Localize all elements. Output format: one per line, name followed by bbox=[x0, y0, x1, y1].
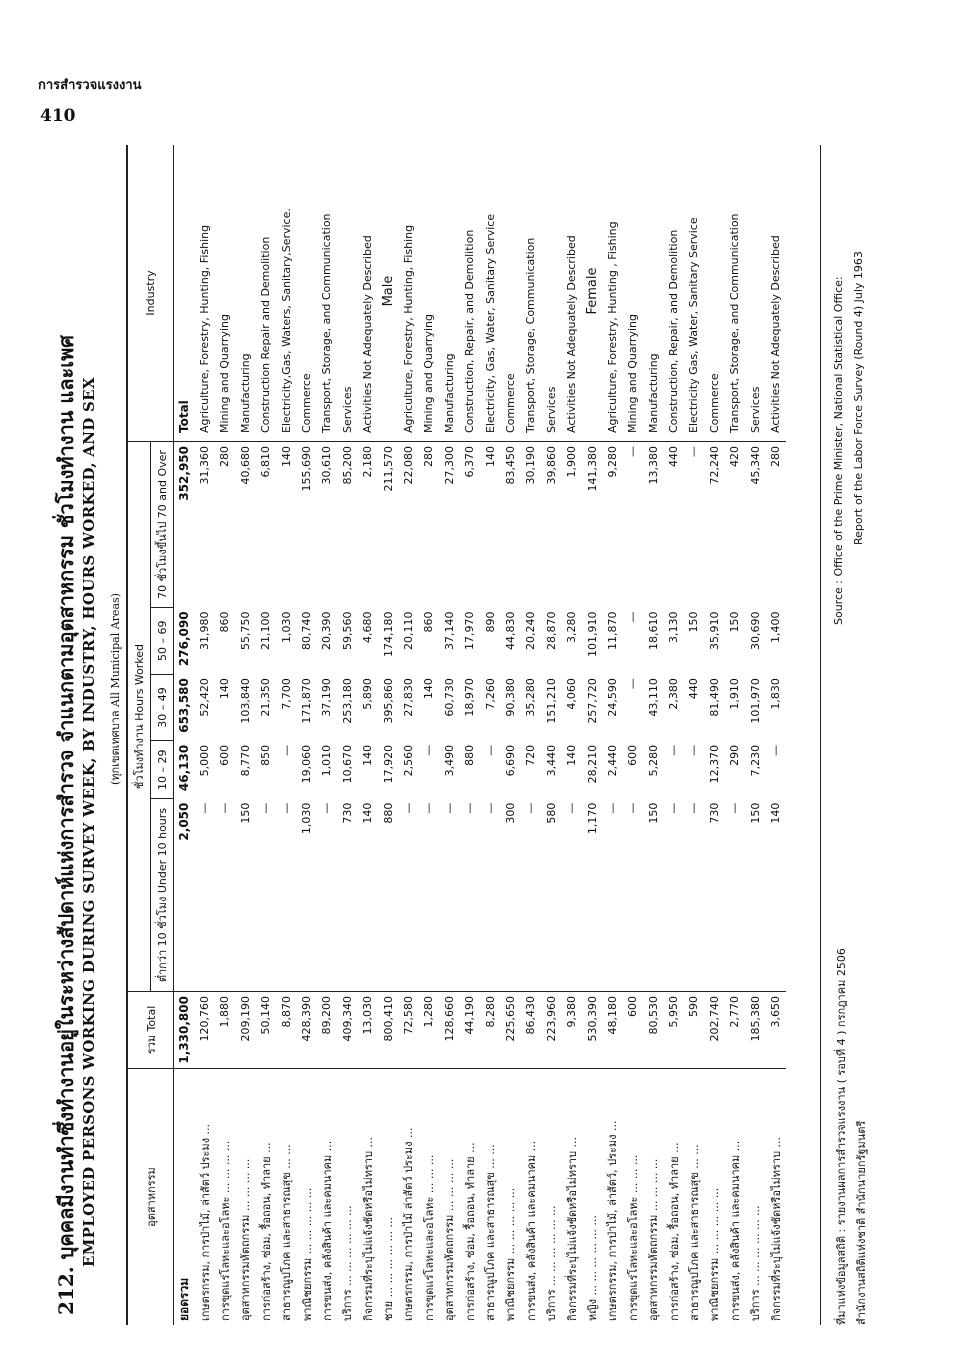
cell-50-69: 890 bbox=[483, 611, 497, 633]
table-row bbox=[215, 145, 235, 1325]
row-label-en: Activities Not Adequately Described bbox=[358, 145, 378, 442]
cell-10-29: — bbox=[483, 744, 497, 756]
running-header: การสำรวจแรงงาน bbox=[38, 78, 142, 93]
employment-table bbox=[126, 145, 786, 1325]
row-label-th: การขนส่ง, คลังสินค้า และคมนาคม ... bbox=[521, 1069, 541, 1326]
cell-10-29: 600 bbox=[218, 744, 232, 766]
row-label-th: หญิง ... ... ... ... ... ... bbox=[582, 1069, 602, 1326]
row-label-en: Transport, Storage, Communication bbox=[521, 145, 541, 442]
cell-70-over: 83,450 bbox=[503, 446, 517, 485]
row-label-th: กิจกรรมที่ระบุไม่แจ้งชัดหรือไม่ทราบ ... bbox=[358, 1069, 378, 1326]
row-label-en: Agriculture, Forestry, Hunting , Fishing bbox=[602, 145, 622, 442]
table-row bbox=[378, 145, 398, 1325]
row-label-en: Manufacturing bbox=[235, 145, 255, 442]
row-label-en: Female bbox=[582, 145, 602, 442]
row-label-en: Construction, Repair, and Demolition bbox=[663, 145, 683, 442]
cell-10-29: 140 bbox=[565, 744, 579, 766]
row-label-en: Activities Not Adequately Described bbox=[765, 145, 785, 442]
cell-total: 409,340 bbox=[337, 992, 357, 1069]
col-30-49: 30 – 49 bbox=[151, 674, 174, 741]
cell-50-69: 37,140 bbox=[442, 611, 456, 650]
cell-total: 13,030 bbox=[358, 992, 378, 1069]
cell-50-69: 31,980 bbox=[198, 611, 212, 650]
table-row bbox=[684, 145, 704, 1325]
cell-70-over: 140 bbox=[483, 446, 497, 467]
area-note: (ทุกเขตเทศบาล All Municipal Areas) bbox=[109, 593, 122, 785]
cell-10-29: 7,230 bbox=[748, 744, 762, 777]
cell-30-49: 101,970 bbox=[748, 678, 762, 724]
cell-50-69: 150 bbox=[687, 611, 701, 633]
cell-total: 44,190 bbox=[459, 992, 479, 1069]
row-label-th: พาณิชยกรรม ... ... ... ... ... bbox=[704, 1069, 724, 1326]
row-label-en: Activities Not Adequately Described bbox=[561, 145, 581, 442]
col-50-69: 50 – 69 bbox=[151, 607, 174, 674]
row-label-th: การก่อสร้าง, ซ่อม, รื้อถอน, ทำลาย ... bbox=[663, 1069, 683, 1326]
row-label-th: สาธารณูปโภค และสาธารณสุข ... ... bbox=[276, 1069, 296, 1326]
row-label-th: สาธารณูปโภค และสาธารณสุข ... ... bbox=[480, 1069, 500, 1326]
cell-10-29: 17,920 bbox=[381, 744, 395, 784]
cell-total: 5,950 bbox=[663, 992, 683, 1069]
cell-50-69: 20,240 bbox=[524, 611, 538, 650]
cell-70-over: 6,810 bbox=[259, 446, 273, 478]
cell-50-69: 150 bbox=[728, 611, 742, 633]
cell-10-29: 5,280 bbox=[646, 744, 660, 777]
cell-total: 428,390 bbox=[296, 992, 316, 1069]
cell-total: 530,390 bbox=[582, 992, 602, 1069]
cell-total: 1,330,800 bbox=[174, 992, 195, 1069]
cell-30-49: 21,350 bbox=[259, 678, 273, 717]
cell-50-69: 30,690 bbox=[748, 611, 762, 650]
cell-under-10: — bbox=[524, 802, 538, 814]
table-row bbox=[459, 145, 479, 1325]
cell-under-10: — bbox=[442, 802, 456, 814]
row-label-en: Agriculture, Forestry, Hunting, Fishing bbox=[398, 145, 418, 442]
table-row bbox=[235, 145, 255, 1325]
cell-70-over: 280 bbox=[769, 446, 783, 467]
cell-70-over: 9,280 bbox=[605, 446, 619, 478]
cell-under-10: — bbox=[687, 802, 701, 814]
cell-70-over: 280 bbox=[218, 446, 232, 467]
cell-30-49: 395,860 bbox=[381, 678, 395, 724]
cell-10-29: — bbox=[422, 744, 436, 756]
cell-30-49: 140 bbox=[218, 678, 232, 700]
table-row bbox=[337, 145, 357, 1325]
cell-70-over: 40,680 bbox=[238, 446, 252, 485]
cell-70-over: 30,610 bbox=[320, 446, 334, 485]
cell-total: 1,280 bbox=[419, 992, 439, 1069]
row-label-th: การขุดแร่โลหะและอโลหะ ... ... ... bbox=[419, 1069, 439, 1326]
cell-total: 48,180 bbox=[602, 992, 622, 1069]
cell-10-29: 8,770 bbox=[238, 744, 252, 777]
cell-70-over: 141,380 bbox=[585, 446, 599, 492]
cell-50-69: 3,280 bbox=[565, 611, 579, 643]
cell-50-69: 860 bbox=[218, 611, 232, 633]
cell-total: 800,410 bbox=[378, 992, 398, 1069]
cell-under-10: — bbox=[259, 802, 273, 814]
row-label-th: บริการ ... ... ... ... ... ... bbox=[541, 1069, 561, 1326]
cell-under-10: 150 bbox=[646, 802, 660, 824]
cell-30-49: — bbox=[626, 678, 640, 690]
report-english: Report of the Labor Force Survey (Round 4) July 1963 bbox=[852, 251, 865, 545]
cell-30-49: 440 bbox=[687, 678, 701, 700]
cell-10-29: 19,060 bbox=[300, 744, 314, 784]
cell-30-49: 18,970 bbox=[463, 678, 477, 717]
row-label-th: อุตสาหกรรมหัตถกรรม ... ... ... ... bbox=[439, 1069, 459, 1326]
cell-70-over: 440 bbox=[667, 446, 681, 467]
cell-30-49: 140 bbox=[422, 678, 436, 700]
row-label-th: การขุดแร่โลหะและอโลหะ ... ... ... ... bbox=[215, 1069, 235, 1326]
cell-50-69: 21,100 bbox=[259, 611, 273, 650]
cell-30-49: 35,280 bbox=[524, 678, 538, 717]
table-row bbox=[276, 145, 296, 1325]
cell-50-69: 35,910 bbox=[707, 611, 721, 650]
cell-30-49: 4,060 bbox=[565, 678, 579, 710]
row-label-en: Male bbox=[378, 145, 398, 442]
row-label-en: Mining and Quarrying bbox=[623, 145, 643, 442]
cell-30-49: 7,700 bbox=[279, 678, 293, 710]
col-10-29: 10 – 29 bbox=[151, 741, 174, 799]
cell-70-over: 280 bbox=[422, 446, 436, 467]
cell-under-10: — bbox=[218, 802, 232, 814]
cell-10-29: 3,490 bbox=[442, 744, 456, 777]
cell-10-29: 720 bbox=[524, 744, 538, 766]
cell-10-29: — bbox=[769, 744, 783, 756]
cell-70-over: 211,570 bbox=[381, 446, 395, 492]
row-label-en: Mining and Quarrying bbox=[215, 145, 235, 442]
row-label-en: Construction Repair and Demolition bbox=[256, 145, 276, 442]
cell-50-69: 59,560 bbox=[340, 611, 354, 650]
table-title-english: EMPLOYED PERSONS WORKING DURING SURVEY WEEK, BY INDUSTRY, HOURS WORKED, AND SEX bbox=[80, 377, 98, 1267]
col-70-over: 70 ชั่วโมงขึ้นไป 70 and Over bbox=[151, 442, 174, 608]
row-label-en: Total bbox=[174, 145, 195, 442]
cell-30-49: 27,830 bbox=[401, 678, 415, 717]
cell-total: 8,280 bbox=[480, 992, 500, 1069]
cell-under-10: — bbox=[401, 802, 415, 814]
row-label-en: Services bbox=[337, 145, 357, 442]
cell-total: 209,190 bbox=[235, 992, 255, 1069]
cell-50-69: 18,610 bbox=[646, 611, 660, 650]
cell-under-10: 140 bbox=[769, 802, 783, 824]
cell-30-49: 1,830 bbox=[769, 678, 783, 710]
cell-70-over: 352,950 bbox=[177, 446, 192, 501]
cell-70-over: 140 bbox=[279, 446, 293, 467]
cell-50-69: 17,970 bbox=[463, 611, 477, 650]
cell-total: 8,870 bbox=[276, 992, 296, 1069]
cell-30-49: 7,260 bbox=[483, 678, 497, 710]
cell-under-10: 300 bbox=[503, 802, 517, 824]
table-row bbox=[500, 145, 520, 1325]
cell-50-69: — bbox=[626, 611, 640, 623]
cell-30-49: 37,190 bbox=[320, 678, 334, 717]
row-label-en: Commerce bbox=[296, 145, 316, 442]
row-label-th: อุตสาหกรรมหัตถกรรม ... ... ... ... bbox=[643, 1069, 663, 1326]
row-label-th: การขนส่ง, คลังสินค้า และคมนาคม ... bbox=[317, 1069, 337, 1326]
cell-under-10: 140 bbox=[361, 802, 375, 824]
rotated-table-sheet bbox=[40, 125, 920, 1345]
row-label-th: กิจกรรมที่ระบุไม่แจ้งชัดหรือไม่ทราบ ... bbox=[765, 1069, 785, 1326]
cell-70-over: — bbox=[687, 446, 701, 457]
cell-50-69: 276,090 bbox=[177, 611, 192, 667]
cell-70-over: 30,190 bbox=[524, 446, 538, 485]
cell-30-49: 653,580 bbox=[177, 678, 192, 733]
cell-10-29: 28,210 bbox=[585, 744, 599, 784]
cell-50-69: 20,110 bbox=[401, 611, 415, 650]
cell-70-over: 39,860 bbox=[544, 446, 558, 485]
cell-10-29: 2,560 bbox=[401, 744, 415, 777]
cell-10-29: 3,440 bbox=[544, 744, 558, 777]
row-label-th: เกษตรกรรม, การป่าไม้, ล่าสัตว์, ประมง ... bbox=[602, 1069, 622, 1326]
cell-total: 590 bbox=[684, 992, 704, 1069]
cell-30-49: 103,840 bbox=[238, 678, 252, 724]
cell-under-10: — bbox=[422, 802, 436, 814]
cell-under-10: — bbox=[626, 802, 640, 814]
cell-10-29: 880 bbox=[463, 744, 477, 766]
cell-total: 50,140 bbox=[256, 992, 276, 1069]
cell-70-over: 13,380 bbox=[646, 446, 660, 485]
table-body bbox=[174, 145, 786, 1325]
row-label-th: การก่อสร้าง, ซ่อม, รื้อถอน, ทำลาย ... bbox=[256, 1069, 276, 1326]
cell-70-over: 31,360 bbox=[198, 446, 212, 485]
cell-30-49: 81,490 bbox=[707, 678, 721, 717]
cell-50-69: 44,830 bbox=[503, 611, 517, 650]
cell-50-69: 174,180 bbox=[381, 611, 395, 657]
table-row bbox=[358, 145, 378, 1325]
table-row bbox=[725, 145, 745, 1325]
cell-70-over: 2,180 bbox=[361, 446, 375, 478]
office-thai: สำนักงานสถิติแห่งชาติ สำนักนายกรัฐมนตรี bbox=[855, 1120, 868, 1325]
table-row bbox=[398, 145, 418, 1325]
cell-30-49: 171,870 bbox=[300, 678, 314, 724]
cell-10-29: 5,000 bbox=[198, 744, 212, 777]
cell-30-49: 43,110 bbox=[646, 678, 660, 717]
cell-under-10: — bbox=[279, 802, 293, 814]
cell-70-over: 27,300 bbox=[442, 446, 456, 485]
row-label-th: พาณิชยกรรม ... ... ... ... ... bbox=[296, 1069, 316, 1326]
cell-total: 128,660 bbox=[439, 992, 459, 1069]
cell-50-69: 860 bbox=[422, 611, 436, 633]
cell-30-49: 1,910 bbox=[728, 678, 742, 710]
cell-under-10: 2,050 bbox=[177, 802, 192, 841]
row-label-th: การขุดแร่โลหะและอโลหะ ... ... ... bbox=[623, 1069, 643, 1326]
table-row bbox=[419, 145, 439, 1325]
col-total: รวม Total bbox=[127, 992, 174, 1069]
row-label-en: Commerce bbox=[500, 145, 520, 442]
row-label-en: Commerce bbox=[704, 145, 724, 442]
row-label-th: ยอดรวม bbox=[174, 1069, 195, 1326]
cell-30-49: 5,890 bbox=[361, 678, 375, 710]
row-label-th: ชาย ... ... ... ... ... ... bbox=[378, 1069, 398, 1326]
table-row bbox=[541, 145, 561, 1325]
cell-50-69: 3,130 bbox=[667, 611, 681, 643]
cell-70-over: 72,240 bbox=[707, 446, 721, 485]
row-label-en: Agriculture, Forestry, Hunting, Fishing bbox=[194, 145, 214, 442]
cell-70-over: 155,690 bbox=[300, 446, 314, 492]
col-hours-group: ชั่วโมงทำงาน Hours Worked bbox=[127, 442, 151, 992]
row-label-en: Mining and Quarrying bbox=[419, 145, 439, 442]
cell-under-10: — bbox=[605, 802, 619, 814]
cell-total: 202,740 bbox=[704, 992, 724, 1069]
row-label-en: Transport, Storage, and Communication bbox=[725, 145, 745, 442]
row-label-en: Manufacturing bbox=[643, 145, 663, 442]
cell-50-69: 101,910 bbox=[585, 611, 599, 657]
cell-70-over: 420 bbox=[728, 446, 742, 467]
table-row bbox=[602, 145, 622, 1325]
cell-10-29: 2,440 bbox=[605, 744, 619, 777]
cell-total: 80,530 bbox=[643, 992, 663, 1069]
row-label-en: Services bbox=[541, 145, 561, 442]
cell-under-10: — bbox=[667, 802, 681, 814]
table-row bbox=[582, 145, 602, 1325]
cell-70-over: 22,080 bbox=[401, 446, 415, 485]
cell-under-10: — bbox=[198, 802, 212, 814]
cell-30-49: 52,420 bbox=[198, 678, 212, 717]
cell-30-49: 90,380 bbox=[503, 678, 517, 717]
cell-70-over: 6,370 bbox=[463, 446, 477, 478]
cell-total: 120,760 bbox=[194, 992, 214, 1069]
cell-10-29: — bbox=[279, 744, 293, 756]
cell-under-10: — bbox=[320, 802, 334, 814]
cell-total: 9,380 bbox=[561, 992, 581, 1069]
cell-10-29: 12,370 bbox=[707, 744, 721, 784]
cell-total: 72,580 bbox=[398, 992, 418, 1069]
cell-70-over: 45,340 bbox=[748, 446, 762, 485]
row-label-en: Electricity,Gas, Waters, Sanitary,Service. bbox=[276, 145, 296, 442]
cell-30-49: 257,720 bbox=[585, 678, 599, 724]
col-industry-th: อุตสาหกรรม bbox=[127, 1069, 174, 1326]
row-label-en: Electricity Gas, Water, Sanitary Service bbox=[684, 145, 704, 442]
col-under-10: ต่ำกว่า 10 ชั่วโมง Under 10 hours bbox=[151, 799, 174, 992]
table-title-thai: 212. บุคคลมีงานทำซึ่งทำงานอยู่ในระหว่างสัปดาห์แห่งการสำรวจ จำแนกตามอุตสาหกรรม ชั่วโมงทำงาน และเพศ bbox=[54, 335, 78, 1315]
cell-50-69: 4,680 bbox=[361, 611, 375, 643]
cell-total: 223,960 bbox=[541, 992, 561, 1069]
cell-50-69: 20,390 bbox=[320, 611, 334, 650]
cell-total: 225,650 bbox=[500, 992, 520, 1069]
cell-50-69: 1,400 bbox=[769, 611, 783, 643]
cell-10-29: 46,130 bbox=[177, 744, 192, 792]
row-label-th: บริการ ... ... ... ... ... ... bbox=[745, 1069, 765, 1326]
source-thai: ที่มาแห่งข้อมูลสถิติ : รายงานผลการสำรวจแรงงาน ( รอบที่ 4 ) กรกฎาคม 2506 bbox=[835, 948, 848, 1325]
table-row bbox=[194, 145, 214, 1325]
cell-50-69: 1,030 bbox=[279, 611, 293, 643]
cell-30-49: 253,180 bbox=[340, 678, 354, 724]
table-row bbox=[745, 145, 765, 1325]
cell-30-49: 60,730 bbox=[442, 678, 456, 717]
table-row bbox=[765, 145, 785, 1325]
page-number: 410 bbox=[40, 106, 76, 126]
table-row bbox=[256, 145, 276, 1325]
table-row bbox=[296, 145, 316, 1325]
cell-10-29: 10,670 bbox=[340, 744, 354, 784]
row-label-th: อุตสาหกรรมหัตถกรรม ... ... ... ... bbox=[235, 1069, 255, 1326]
cell-total: 185,380 bbox=[745, 992, 765, 1069]
table-row bbox=[521, 145, 541, 1325]
row-label-en: Manufacturing bbox=[439, 145, 459, 442]
cell-under-10: 150 bbox=[238, 802, 252, 824]
cell-10-29: 6,690 bbox=[503, 744, 517, 777]
cell-under-10: 1,170 bbox=[585, 802, 599, 835]
col-industry-en: Industry bbox=[127, 145, 174, 442]
cell-total: 86,430 bbox=[521, 992, 541, 1069]
cell-under-10: 580 bbox=[544, 802, 558, 824]
row-label-en: Services bbox=[745, 145, 765, 442]
cell-10-29: 140 bbox=[361, 744, 375, 766]
row-label-th: สาธารณูปโภค และสาธารณสุข ... ... bbox=[684, 1069, 704, 1326]
cell-10-29: — bbox=[667, 744, 681, 756]
cell-under-10: 730 bbox=[707, 802, 721, 824]
cell-under-10: — bbox=[565, 802, 579, 814]
cell-under-10: 880 bbox=[381, 802, 395, 824]
cell-30-49: 151,210 bbox=[544, 678, 558, 724]
cell-total: 1,880 bbox=[215, 992, 235, 1069]
table-row bbox=[704, 145, 724, 1325]
row-label-th: การก่อสร้าง, ซ่อม, รื้อถอน, ทำลาย ... bbox=[459, 1069, 479, 1326]
cell-30-49: 2,380 bbox=[667, 678, 681, 710]
row-label-th: กิจกรรมที่ระบุไม่แจ้งชัดหรือไม่ทราบ ... bbox=[561, 1069, 581, 1326]
row-label-en: Construction, Repair, and Demolition bbox=[459, 145, 479, 442]
table-row bbox=[317, 145, 337, 1325]
cell-total: 89,200 bbox=[317, 992, 337, 1069]
cell-70-over: 1,900 bbox=[565, 446, 579, 478]
cell-10-29: 600 bbox=[626, 744, 640, 766]
row-label-th: การขนส่ง, คลังสินค้า และคมนาคม ... bbox=[725, 1069, 745, 1326]
cell-under-10: 1,030 bbox=[300, 802, 314, 835]
table-row bbox=[663, 145, 683, 1325]
cell-30-49: 24,590 bbox=[605, 678, 619, 717]
table-row bbox=[623, 145, 643, 1325]
cell-10-29: 850 bbox=[259, 744, 273, 766]
row-label-th: เกษตรกรรม, การป่าไม้ ล่าสัตว์ ประมง ... bbox=[398, 1069, 418, 1326]
cell-50-69: 55,750 bbox=[238, 611, 252, 650]
table-row bbox=[561, 145, 581, 1325]
cell-10-29: 290 bbox=[728, 744, 742, 766]
row-label-th: บริการ ... ... ... ... ... ... bbox=[337, 1069, 357, 1326]
cell-50-69: 80,740 bbox=[300, 611, 314, 650]
table-row bbox=[439, 145, 459, 1325]
row-label-th: เกษตรกรรม, การป่าไม้, ล่าสัตว์ ประมง ... bbox=[194, 1069, 214, 1326]
cell-70-over: — bbox=[626, 446, 640, 457]
cell-total: 600 bbox=[623, 992, 643, 1069]
cell-70-over: 85,200 bbox=[340, 446, 354, 485]
cell-50-69: 11,870 bbox=[605, 611, 619, 650]
row-label-th: พาณิชยกรรม ... ... ... ... ... bbox=[500, 1069, 520, 1326]
cell-10-29: 1,010 bbox=[320, 744, 334, 777]
cell-10-29: — bbox=[687, 744, 701, 756]
cell-under-10: 730 bbox=[340, 802, 354, 824]
row-label-en: Electricity, Gas, Water, Sanitary Service bbox=[480, 145, 500, 442]
table-row bbox=[174, 145, 195, 1325]
table-row bbox=[480, 145, 500, 1325]
cell-50-69: 28,870 bbox=[544, 611, 558, 650]
cell-under-10: 150 bbox=[748, 802, 762, 824]
source-english: Source : Office of the Prime Minister, National Statistical Office: bbox=[832, 276, 845, 625]
cell-total: 3,650 bbox=[765, 992, 785, 1069]
table-row bbox=[643, 145, 663, 1325]
footer-divider bbox=[820, 145, 821, 1325]
cell-under-10: — bbox=[728, 802, 742, 814]
cell-under-10: — bbox=[483, 802, 497, 814]
cell-under-10: — bbox=[463, 802, 477, 814]
row-label-en: Transport, Storage, and Communication bbox=[317, 145, 337, 442]
cell-total: 2,770 bbox=[725, 992, 745, 1069]
